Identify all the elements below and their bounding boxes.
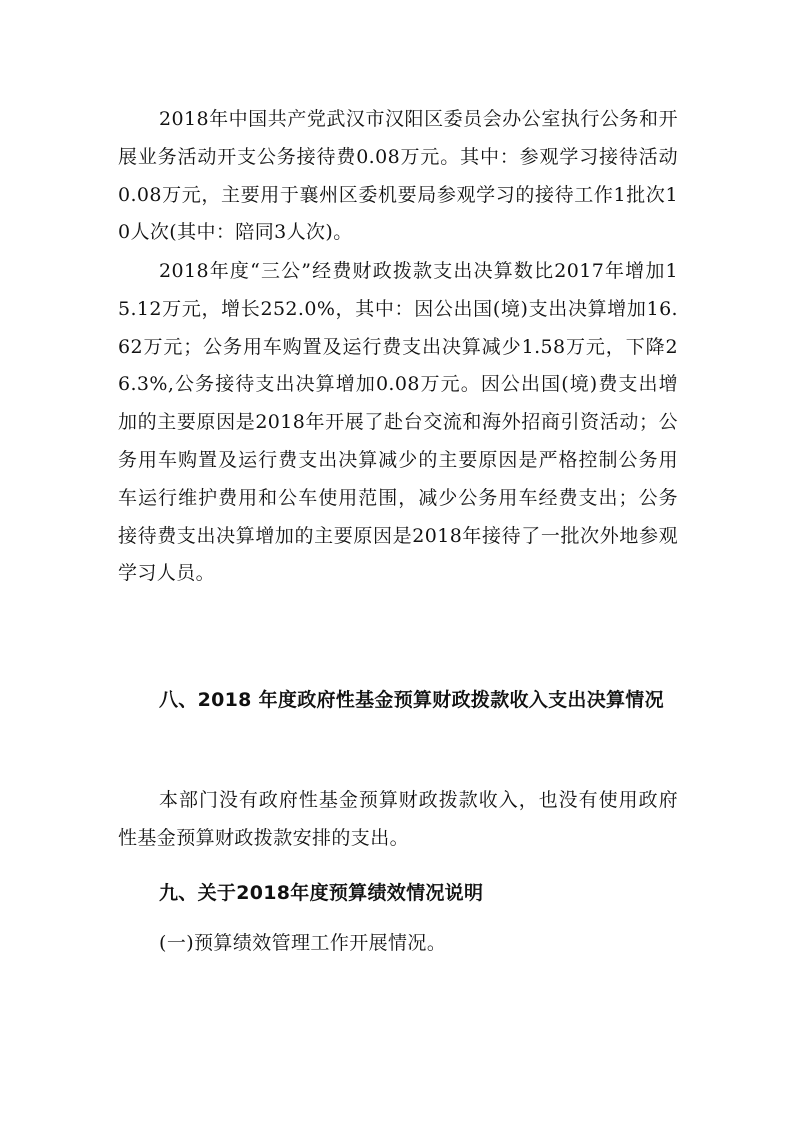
- paragraph-government-fund: 本部门没有政府性基金预算财政拨款收入，也没有使用政府性基金预算财政拨款安排的支出。: [118, 789, 678, 849]
- section-heading-8: 八、2018 年度政府性基金预算财政拨款收入支出决算情况: [159, 689, 664, 711]
- section-heading-9: 九、关于2018年度预算绩效情况说明: [159, 882, 484, 904]
- paragraph-reception-expenses: 2018年中国共产党武汉市汉阳区委员会办公室执行公务和开展业务活动开支公务接待费0.08万元。其中：参观学习接待活动0.08万元，主要用于襄州区委机要局参观学习的接待工作1批次10人次(其中：陪同3人次)。: [118, 108, 678, 244]
- subsection-heading-performance: (一)预算绩效管理工作开展情况。: [159, 932, 447, 954]
- paragraph-three-public-expenses-comparison: 2018年度“三公”经费财政拨款支出决算数比2017年增加15.12万元，增长252.0%，其中：因公出国(境)支出决算增加16.62万元；公务用车购置及运行费支出决算减少1.58万元，下降26.3%,公务接待支出决算增加0.08万元。因公出国(境)费支出增加的主要原因是2018年开展了赴台交流和海外招商引资活动；公务用车购置及运行费支出决算减少的主要原因是严格控制公务用车运行维护费用和公车使用范围，减少公务用车经费支出；公务接待费支出决算增加的主要原因是2018年接待了一批次外地参观学习人员。: [118, 260, 678, 585]
